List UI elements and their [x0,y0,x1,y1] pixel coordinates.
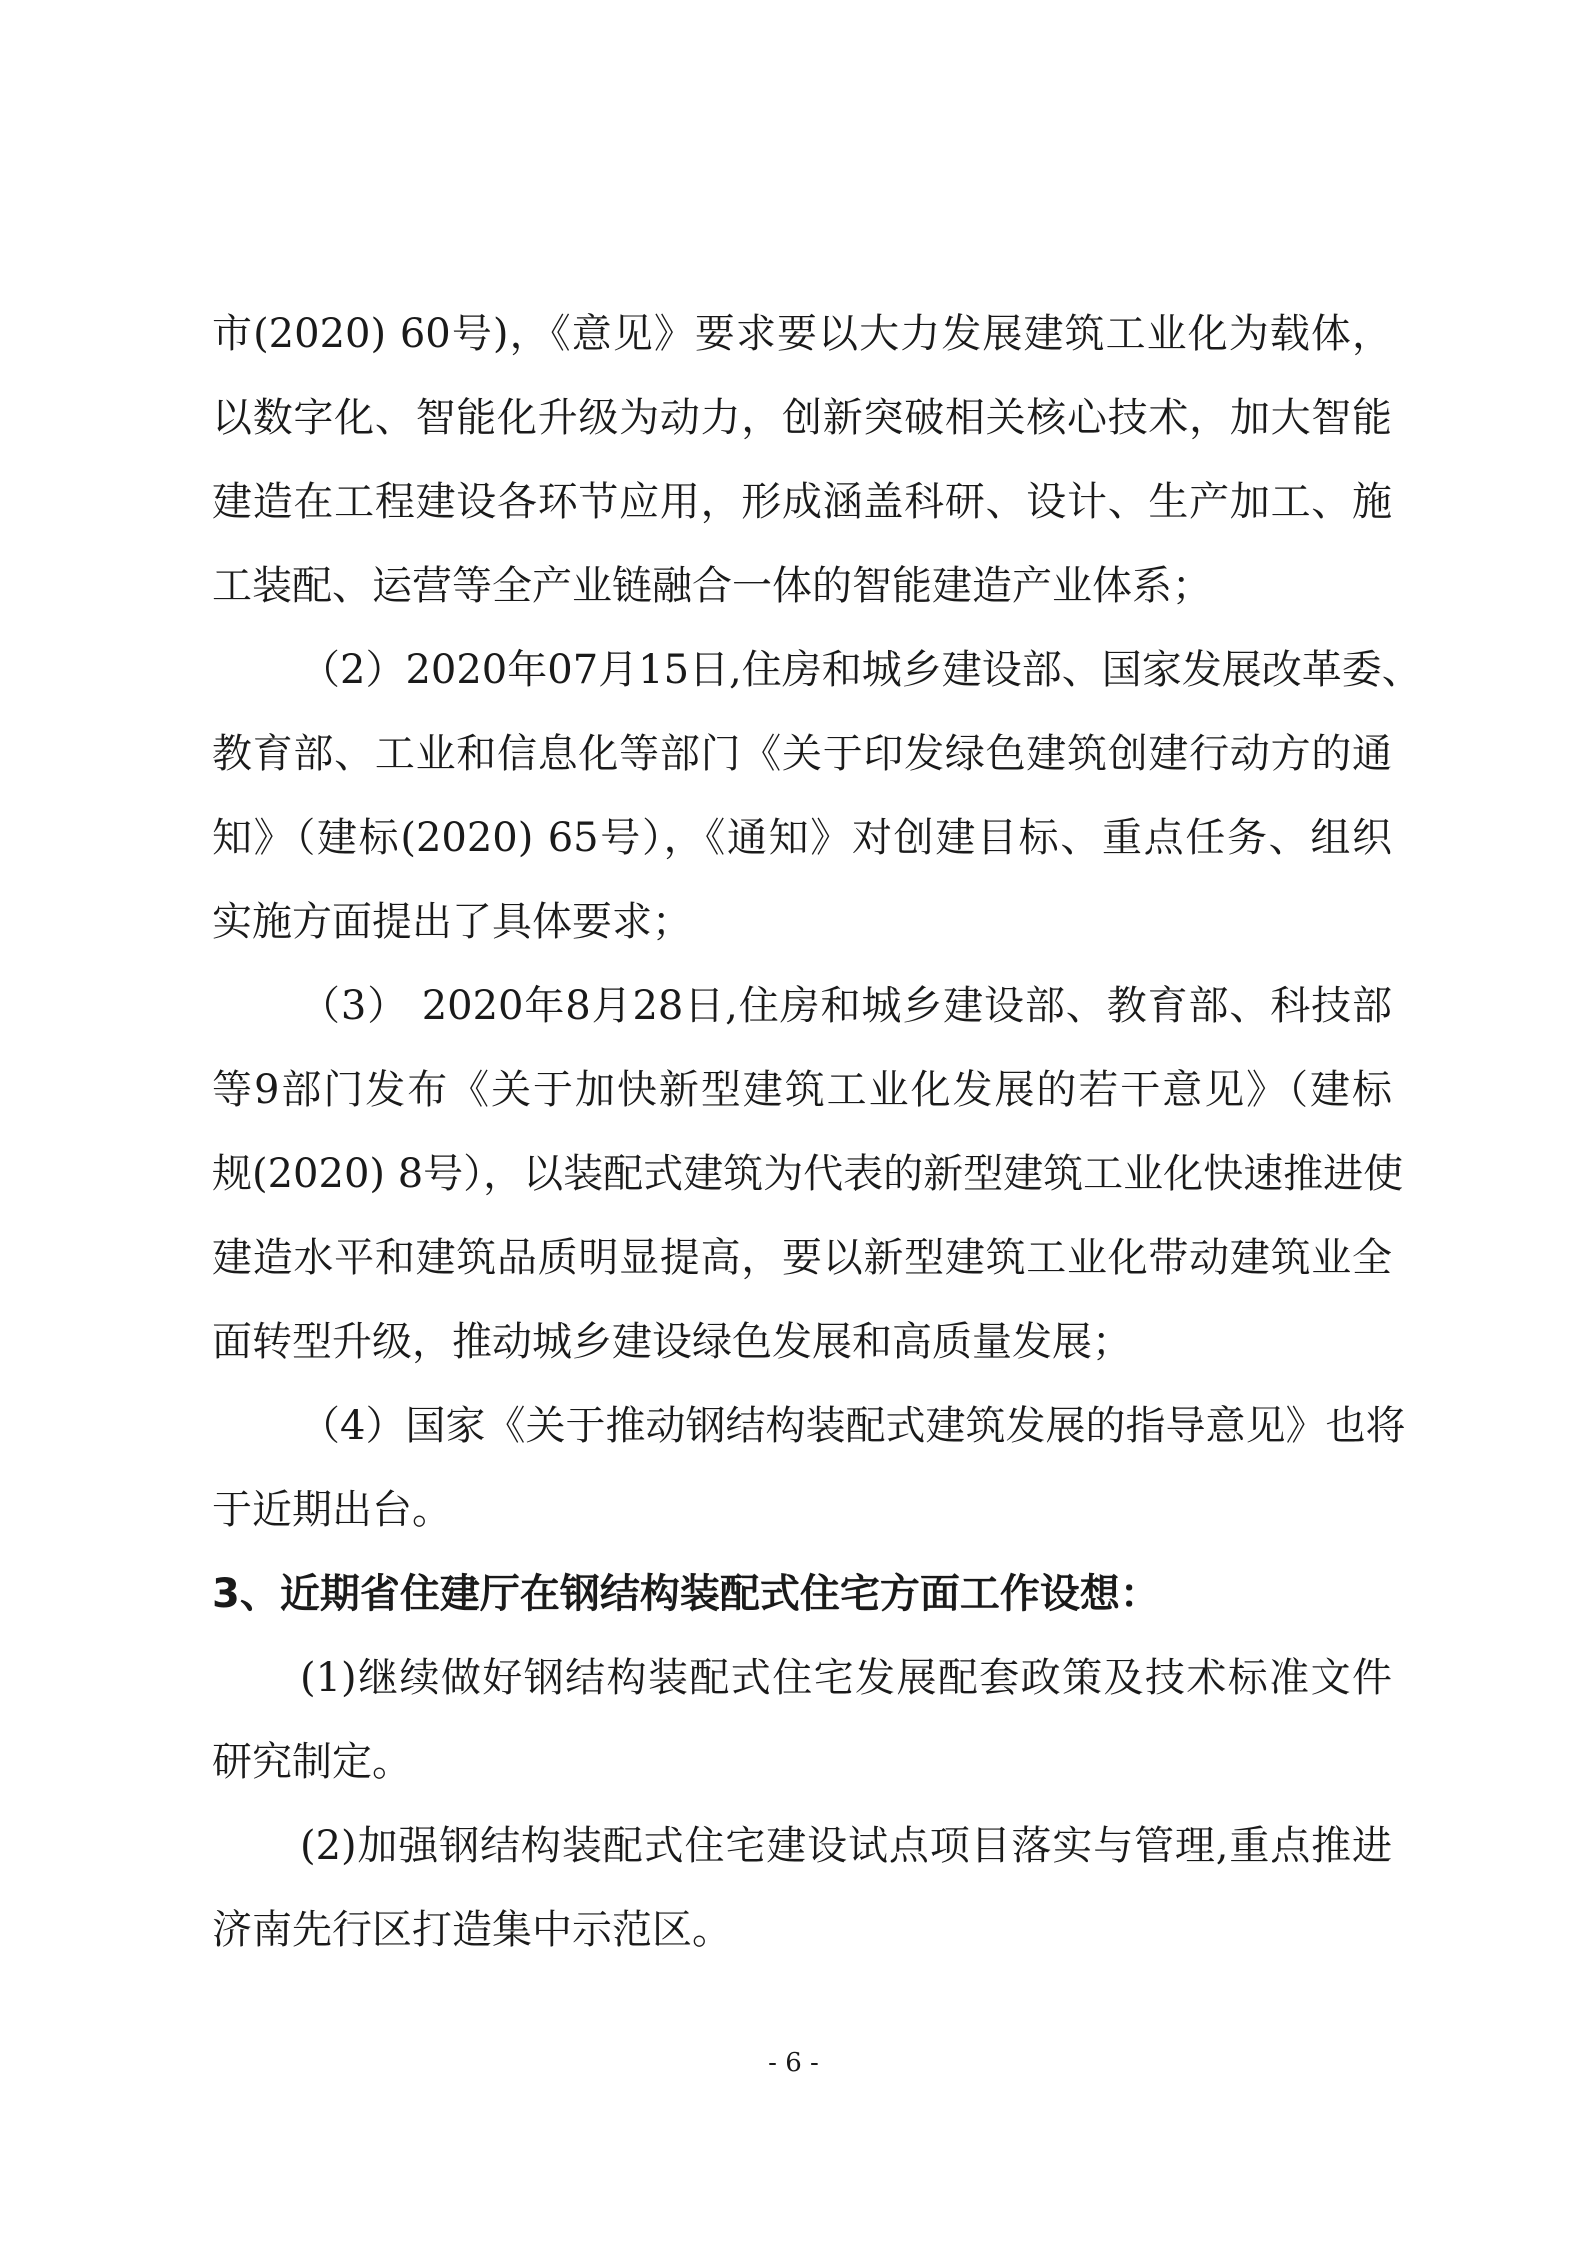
list-item-4-line: （4）国家《关于推动钢结构装配式建筑发展的指导意见》也将 [300,1403,1406,1449]
paragraph-line: 以数字化、智能化升级为动力，创新突破相关核心技术，加大智能 [212,395,1392,441]
document-body [212,292,1422,1972]
paragraph-line: 市(2020) 60号)，《意见》要求要以大力发展建筑工业化为载体， [212,311,1392,357]
paragraph-line: 研究制定。 [212,1739,412,1785]
paragraph-line: 工装配、运营等全产业链融合一体的智能建造产业体系； [212,563,1212,609]
paragraph-line: 实施方面提出了具体要求； [212,899,692,945]
paragraph-line: 教育部、工业和信息化等部门《关于印发绿色建筑创建行动方的通 [212,731,1392,777]
paragraph-line: 于近期出台。 [212,1487,452,1533]
work-item-1-line: (1)继续做好钢结构装配式住宅发展配套政策及技术标准文件 [300,1655,1392,1701]
work-item-2-line: (2)加强钢结构装配式住宅建设试点项目落实与管理,重点推进 [300,1823,1392,1869]
section-heading: 3、近期省住建厅在钢结构装配式住宅方面工作设想： [212,1571,1160,1617]
paragraph-line: 规(2020) 8号），以装配式建筑为代表的新型建筑工业化快速推进使 [212,1151,1404,1197]
paragraph-line: 面转型升级，推动城乡建设绿色发展和高质量发展； [212,1319,1132,1365]
list-item-3-line: （3） 2020年8月28日,住房和城乡建设部、教育部、科技部 [300,983,1392,1029]
page-number: - 6 - [768,2048,819,2078]
paragraph-line: 等9部门发布《关于加快新型建筑工业化发展的若干意见》（建标 [212,1067,1392,1113]
paragraph-line: 建造在工程建设各环节应用，形成涵盖科研、设计、生产加工、施 [212,479,1392,525]
paragraph-line: 建造水平和建筑品质明显提高，要以新型建筑工业化带动建筑业全 [212,1235,1392,1281]
list-item-2-line: （2）2020年07月15日,住房和城乡建设部、国家发展改革委、 [300,647,1422,693]
paragraph-line: 济南先行区打造集中示范区。 [212,1907,732,1953]
paragraph-line: 知》（建标(2020) 65号），《通知》对创建目标、重点任务、组织 [212,815,1392,861]
